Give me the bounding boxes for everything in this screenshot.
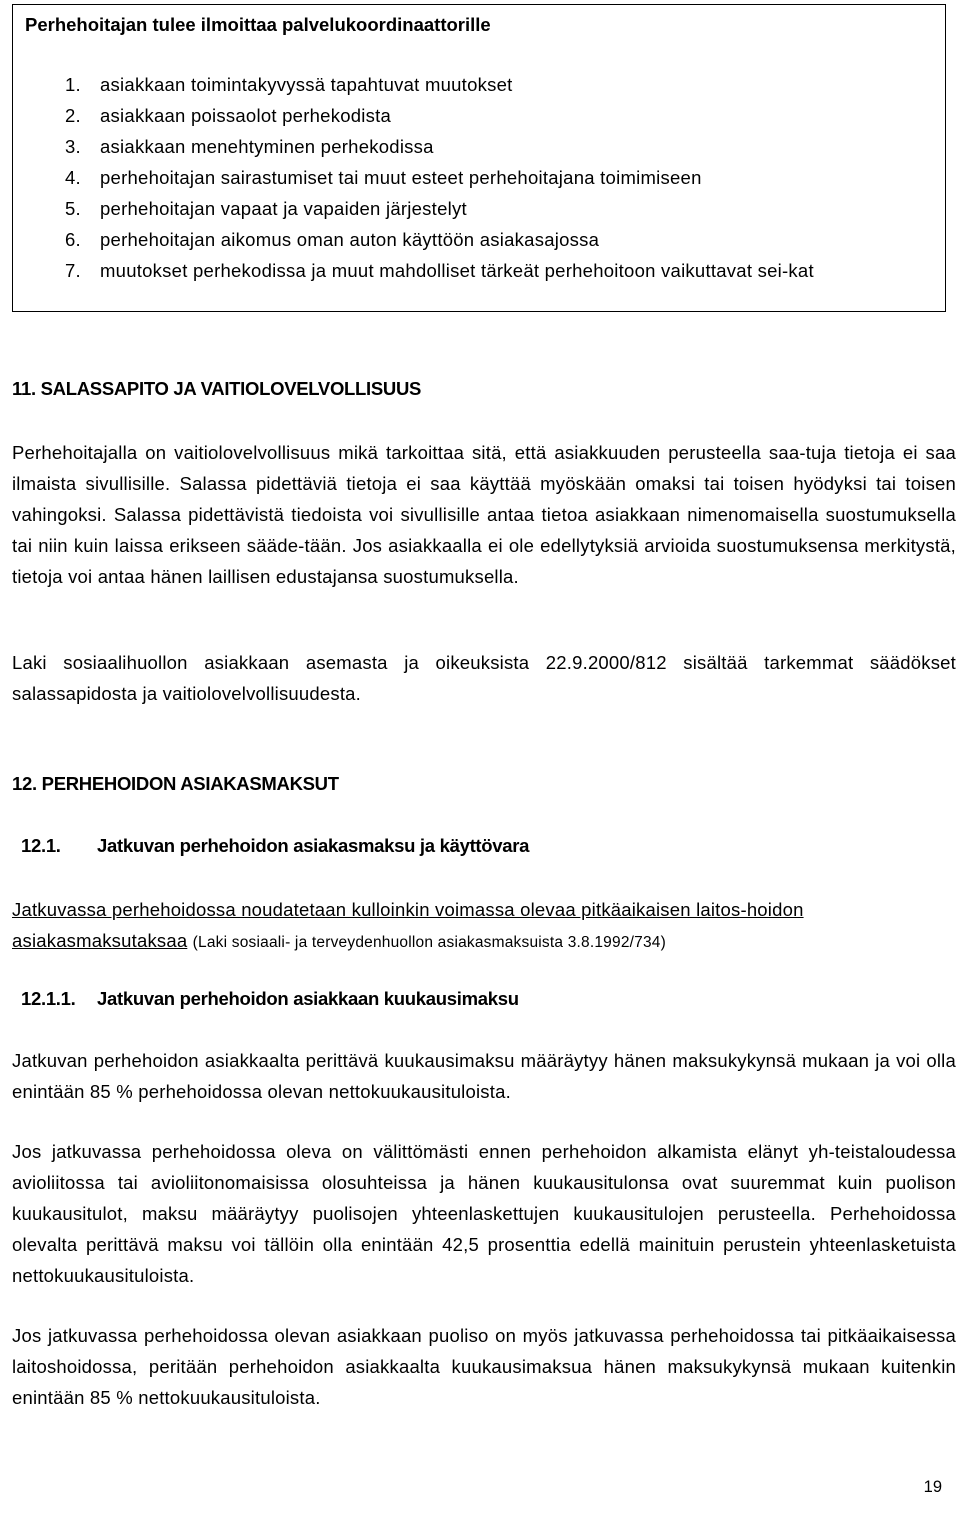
list-item-text: perhehoitajan vapaat ja vapaiden järjestelyt xyxy=(100,198,467,219)
law-reference: (Laki sosiaali- ja terveydenhuollon asiakasmaksuista 3.8.1992/734) xyxy=(192,934,666,951)
notice-list xyxy=(65,69,925,286)
list-item xyxy=(65,131,925,162)
list-item xyxy=(65,69,925,100)
section-12-1-number: 12.1. xyxy=(21,835,61,856)
list-item xyxy=(65,162,925,193)
tariff-reference-text: Jatkuvassa perhehoidossa noudatetaan kulloinkin voimassa olevaa pitkäaikaisen laitos-hoidon asiakasmaksutaksaa xyxy=(12,899,804,951)
section-12-1-1-heading xyxy=(21,988,519,1010)
section-12-1-1-title: Jatkuvan perhehoidon asiakkaan kuukausimaksu xyxy=(97,988,519,1009)
list-item-text: perhehoitajan sairastumiset tai muut esteet perhehoitajana toimimiseen xyxy=(100,167,702,188)
list-item-text: asiakkaan menehtyminen perhekodissa xyxy=(100,136,434,157)
list-item xyxy=(65,193,925,224)
notice-box xyxy=(12,4,946,312)
list-item-text: perhehoitajan aikomus oman auton käyttöön asiakasajossa xyxy=(100,229,600,250)
list-item xyxy=(65,224,925,255)
page-number: 19 xyxy=(923,1478,942,1496)
list-item-number: 7. xyxy=(65,260,81,281)
section-12-1-paragraph xyxy=(12,894,892,958)
section-12-1-heading xyxy=(21,835,529,857)
section-12-1-1-number: 12.1.1. xyxy=(21,988,76,1009)
monthly-fee-paragraph: Jatkuvan perhehoidon asiakkaalta perittävä kuukausimaksu määräytyy hänen maksukykynsä mukaan ja voi olla enintään 85 % perhehoidossa olevan nettokuukausituloista. xyxy=(12,1050,956,1102)
list-item-text: asiakkaan poissaolot perhekodista xyxy=(100,105,392,126)
list-item xyxy=(65,255,925,286)
section-12-heading: 12. PERHEHOIDON ASIAKASMAKSUT xyxy=(12,773,339,794)
list-item-number: 2. xyxy=(65,105,81,126)
list-item-number: 3. xyxy=(65,136,81,157)
list-item-number: 5. xyxy=(65,198,81,219)
section-11-heading: 11. SALASSAPITO JA VAITIOLOVELVOLLISUUS xyxy=(12,378,422,399)
list-item xyxy=(65,100,925,131)
list-item-number: 4. xyxy=(65,167,81,188)
list-item-text: asiakkaan toimintakyvyssä tapahtuvat muutokset xyxy=(100,74,513,95)
section-12-1-title: Jatkuvan perhehoidon asiakasmaksu ja käyttövara xyxy=(97,835,530,856)
section-11-paragraph-2: Laki sosiaalihuollon asiakkaan asemasta ja oikeuksista 22.9.2000/812 sisältää tarkemmat säädökset salassapidosta ja vaitiolovelvollisuudesta. xyxy=(12,652,956,704)
notice-box-title: Perhehoitajan tulee ilmoittaa palvelukoordinaattorille xyxy=(25,14,491,35)
spouse-care-paragraph: Jos jatkuvassa perhehoidossa olevan asiakkaan puoliso on myös jatkuvassa perhehoidossa tai pitkäaikaisessa laitoshoidossa, peritään perhehoidon asiakkaalta kuukausimaksua hänen maksukykynsä mukaan kuitenkin enintään 85 % nettokuukausituloista. xyxy=(12,1325,956,1408)
list-item-number: 6. xyxy=(65,229,81,250)
list-item-text: muutokset perhekodissa ja muut mahdolliset tärkeät perhehoitoon vaikuttavat sei-kat xyxy=(100,260,814,281)
section-11-paragraph-1: Perhehoitajalla on vaitiolovelvollisuus mikä tarkoittaa sitä, että asiakkuuden perusteella saa-tuja tietoja ei saa ilmaista sivullisille. Salassa pidettäviä tietoja ei saa käyttää myöskään omaksi tai toisen hyödyksi tai toisen vahingoksi. Salassa pidettävistä tiedoista voi sivullisille antaa tietoa asiakkaan nimenomaisella suostumuksella tai niin kuin laissa erikseen sääde-tään. Jos asiakkaalla ei ole edellytyksiä arvioida suostumuksensa merkitystä, tietoja voi antaa hänen laillisen edustajansa suostumuksella. xyxy=(12,442,956,587)
list-item-number: 1. xyxy=(65,74,81,95)
spouse-income-paragraph: Jos jatkuvassa perhehoidossa oleva on välittömästi ennen perhehoidon alkamista elänyt yh-teistaloudessa avioliitossa tai avioliitonomaisissa olosuhteissa ja hänen kuukausitulonsa ovat suuremmat kuin puolison kuukausitulot, maksu määräytyy puolisojen yhteenlaskettujen kuukausitulojen perusteella. Perhehoidossa olevalta perittävä maksu voi tällöin olla enintään 42,5 prosenttia edellä mainituin perustein yhteenlasketuista nettokuukausituloista. xyxy=(12,1141,956,1286)
